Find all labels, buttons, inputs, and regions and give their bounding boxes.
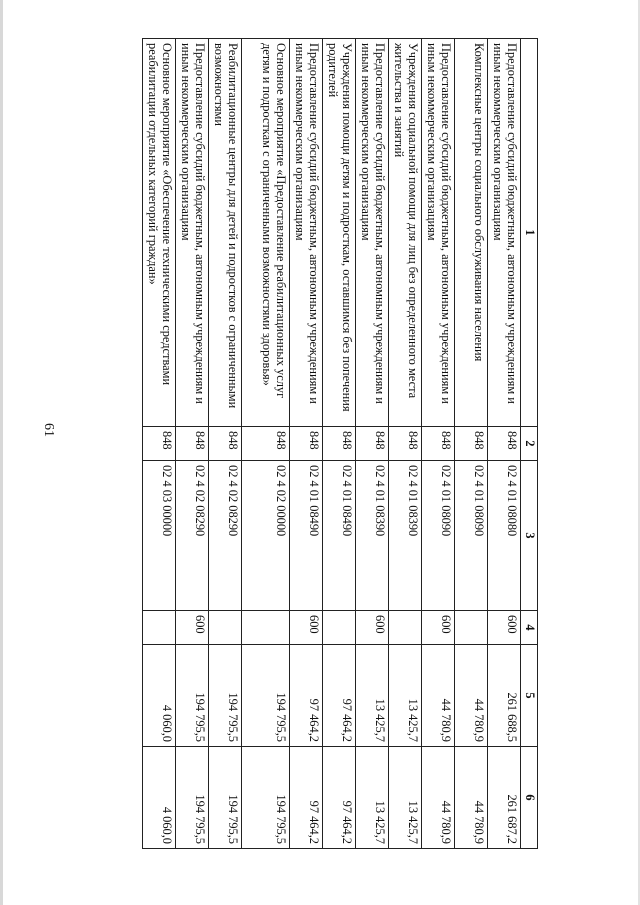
row-value-5: 97 464,2 xyxy=(290,645,323,747)
table-row xyxy=(323,39,356,849)
row-csr: 02 4 02 08290 xyxy=(176,461,209,611)
row-name: Реабилитационные центры для детей и подростков с ограниченными возможностями xyxy=(209,39,242,427)
table-row xyxy=(356,39,389,849)
row-csr: 02 4 01 08490 xyxy=(290,461,323,611)
row-value-5: 13 425,7 xyxy=(389,645,422,747)
row-csr: 02 4 02 00000 xyxy=(242,461,290,611)
table-row xyxy=(176,39,209,849)
row-vr: 600 xyxy=(176,611,209,645)
row-value-6: 44 780,9 xyxy=(455,747,488,849)
row-csr: 02 4 03 00000 xyxy=(143,461,176,611)
row-value-6: 97 464,2 xyxy=(290,747,323,849)
row-value-5: 44 780,9 xyxy=(422,645,455,747)
row-name: Комплексные центры социального обслуживания населения xyxy=(455,39,488,427)
table-row xyxy=(143,39,176,849)
row-code: 848 xyxy=(422,427,455,461)
row-vr xyxy=(209,611,242,645)
row-value-6: 194 795,5 xyxy=(209,747,242,849)
column-header: 1 xyxy=(521,39,538,427)
row-value-6: 194 795,5 xyxy=(242,747,290,849)
row-name: Основное мероприятие «Обеспечение техническими средствами реабилитации отдельных категорий граждан» xyxy=(143,39,176,427)
row-vr: 600 xyxy=(356,611,389,645)
row-csr: 02 4 01 08490 xyxy=(323,461,356,611)
table-row xyxy=(455,39,488,849)
row-code: 848 xyxy=(242,427,290,461)
row-code: 848 xyxy=(143,427,176,461)
row-value-5: 13 425,7 xyxy=(356,645,389,747)
row-vr xyxy=(242,611,290,645)
row-vr xyxy=(323,611,356,645)
budget-table xyxy=(142,38,538,849)
column-header: 3 xyxy=(521,461,538,611)
row-value-5: 4 060,0 xyxy=(143,645,176,747)
row-code: 848 xyxy=(323,427,356,461)
row-value-6: 13 425,7 xyxy=(356,747,389,849)
row-vr xyxy=(455,611,488,645)
row-vr xyxy=(143,611,176,645)
row-name: Предоставление субсидий бюджетным, автономным учреждениям и иным некоммерческим организациям xyxy=(356,39,389,427)
row-code: 848 xyxy=(455,427,488,461)
row-csr: 02 4 01 08080 xyxy=(488,461,521,611)
row-value-6: 44 780,9 xyxy=(422,747,455,849)
row-csr: 02 4 02 08290 xyxy=(209,461,242,611)
table-row xyxy=(242,39,290,849)
row-value-5: 194 795,5 xyxy=(242,645,290,747)
column-header: 4 xyxy=(521,611,538,645)
rotated-table-area xyxy=(83,38,538,848)
row-name: Учреждения помощи детям и подросткам, оставшимся без попечения родителей xyxy=(323,39,356,427)
row-code: 848 xyxy=(488,427,521,461)
row-code: 848 xyxy=(209,427,242,461)
table-header-row xyxy=(521,39,538,849)
table-row xyxy=(209,39,242,849)
table-row xyxy=(389,39,422,849)
row-csr: 02 4 01 08390 xyxy=(389,461,422,611)
row-value-6: 13 425,7 xyxy=(389,747,422,849)
row-name: Предоставление субсидий бюджетным, автономным учреждениям и иным некоммерческим организациям xyxy=(422,39,455,427)
column-header: 5 xyxy=(521,645,538,747)
row-vr: 600 xyxy=(422,611,455,645)
row-vr xyxy=(389,611,422,645)
column-header: 6 xyxy=(521,747,538,849)
row-name: Предоставление субсидий бюджетным, автономным учреждениям и иным некоммерческим организациям xyxy=(176,39,209,427)
table-row xyxy=(422,39,455,849)
row-value-5: 261 688,5 xyxy=(488,645,521,747)
row-code: 848 xyxy=(389,427,422,461)
row-value-6: 97 464,2 xyxy=(323,747,356,849)
row-name: Учреждения социальной помощи для лиц без определенного места жительства и занятий xyxy=(389,39,422,427)
row-name: Предоставление субсидий бюджетным, автономным учреждениям и иным некоммерческим организациям xyxy=(488,39,521,427)
scan-edge-left xyxy=(0,0,3,905)
row-value-5: 194 795,5 xyxy=(209,645,242,747)
row-code: 848 xyxy=(290,427,323,461)
rotated-table-container xyxy=(83,38,538,848)
row-vr: 600 xyxy=(290,611,323,645)
column-header: 2 xyxy=(521,427,538,461)
row-name: Предоставление субсидий бюджетным, автономным учреждениям и иным некоммерческим организациям xyxy=(290,39,323,427)
row-csr: 02 4 01 08090 xyxy=(422,461,455,611)
table-row xyxy=(488,39,521,849)
row-name: Основное мероприятие «Предоставление реабилитационных услуг детям и подросткам с ограниченными возможностями здоровья» xyxy=(242,39,290,427)
row-csr: 02 4 01 08390 xyxy=(356,461,389,611)
row-csr: 02 4 01 08090 xyxy=(455,461,488,611)
row-vr: 600 xyxy=(488,611,521,645)
row-value-6: 194 795,5 xyxy=(176,747,209,849)
page-number: 61 xyxy=(41,423,56,437)
row-value-6: 261 687,2 xyxy=(488,747,521,849)
row-code: 848 xyxy=(356,427,389,461)
row-value-5: 194 795,5 xyxy=(176,645,209,747)
row-value-5: 97 464,2 xyxy=(323,645,356,747)
table-row xyxy=(290,39,323,849)
row-value-5: 44 780,9 xyxy=(455,645,488,747)
row-value-6: 4 060,0 xyxy=(143,747,176,849)
row-code: 848 xyxy=(176,427,209,461)
